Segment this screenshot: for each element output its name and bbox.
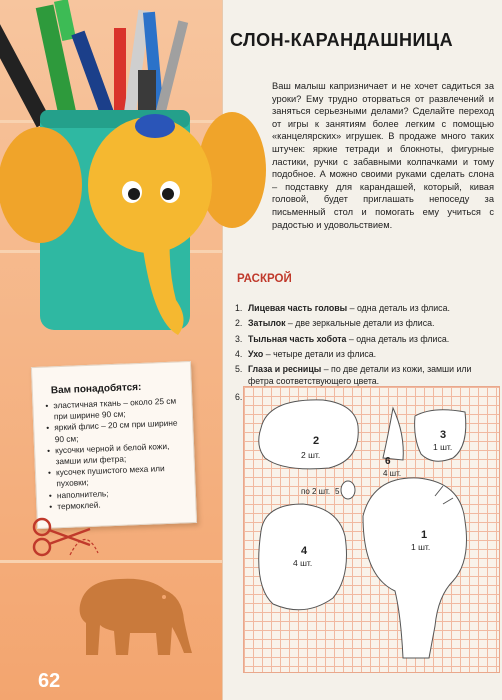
pattern-label: 2 шт. (301, 450, 321, 460)
intro-paragraph: Ваш малыш капризничает и не хочет садиться за уроки? Ему трудно оторваться от развлечений и заняться серьезными делами? Сделайте переход от игры к занятиям более легким с помощью «канцелярских» игрушек. В продаже много таких штучек: яркие тетради и блокноты, фигурные ластики, ручки с забавными колпачками и тому подобное. А можно своими руками сделать слона – подставку для карандашей, который, кивая головой, будет приглашать непоседу за письменный стол и помогать ему учиться с радостью и удовольствием. (272, 81, 494, 230)
sewing-pattern (243, 386, 498, 671)
pattern-label: 4 шт. (293, 558, 313, 568)
elephant-silhouette-icon (60, 565, 200, 660)
section-title-cutting: РАСКРОЙ (237, 273, 292, 285)
list-item: 2. Затылок – две зеркальные детали из флиса. (235, 318, 435, 329)
list-item: • кусочки черной и белой кожи, замши или фетра; (47, 440, 188, 468)
pattern-label: 4 шт. (383, 469, 402, 478)
pattern-label: 4 (301, 545, 308, 557)
pattern-label: 5 (335, 487, 340, 496)
elephant-pencil-holder-photo (0, 0, 270, 360)
materials-title: Вам понадобятся: (50, 381, 142, 397)
materials-card (31, 361, 197, 529)
pattern-label: 6 (385, 456, 391, 467)
pattern-label: 3 (440, 429, 447, 441)
list-item: 4. Ухо – четыре детали из флиса. (235, 348, 377, 359)
page-number: 62 (38, 670, 61, 692)
list-item: • кусочек пушистого меха или пуховки; (48, 462, 189, 490)
pattern-label: 1 шт. (433, 442, 453, 452)
list-item: 3. Тыльная часть хобота – одна деталь из флиса. (235, 333, 450, 344)
page-title: СЛОН-КАРАНДАШНИЦА (230, 30, 454, 50)
list-item: • эластичная ткань – около 25 см при ширине 90 см; (45, 395, 186, 423)
list-item: 1. Лицевая часть головы – одна деталь из флиса. (235, 303, 450, 313)
scissors-icon (30, 515, 100, 560)
pattern-piece-1 (363, 478, 467, 658)
pattern-label: 1 (421, 529, 428, 541)
list-item: • наполнитель; (49, 485, 189, 502)
pattern-label: по 2 шт. (301, 487, 331, 496)
list-item: • термоклей. (49, 496, 189, 513)
list-item: 5. Глаза и ресницы – по две детали из кожи, замши или фетра соответствующего цвета. (235, 364, 472, 387)
pattern-label: 2 (313, 435, 320, 447)
pattern-piece-6 (383, 408, 403, 460)
pattern-piece-5 (341, 481, 355, 499)
list-item: • яркий флис – 20 см при ширине 90 см; (46, 418, 187, 446)
materials-list (45, 395, 189, 512)
list-item: 6. (235, 391, 243, 402)
pattern-label: 1 шт. (411, 542, 431, 552)
